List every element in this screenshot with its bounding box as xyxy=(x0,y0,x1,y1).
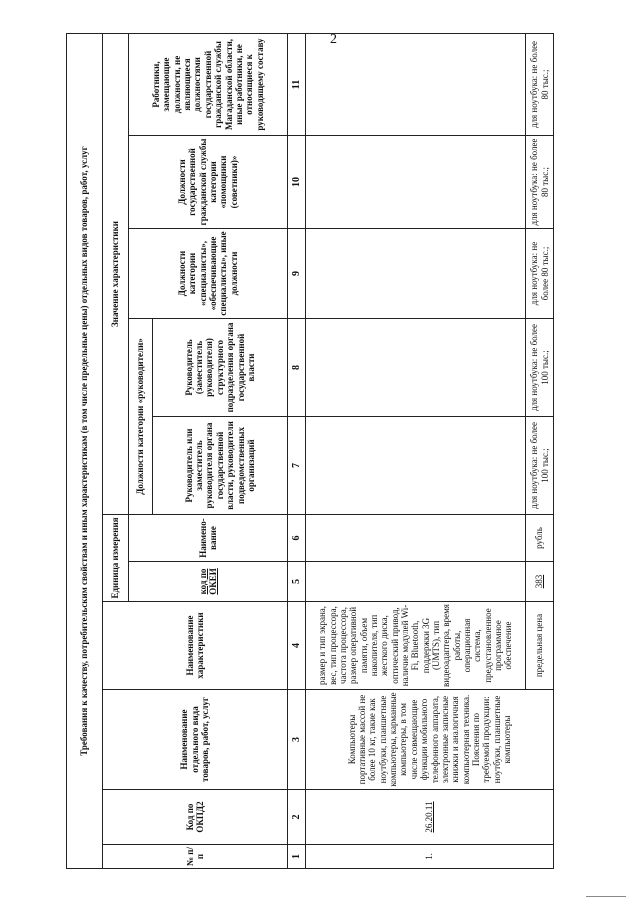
row-empty-5 xyxy=(306,562,526,602)
colnum-4: 4 xyxy=(288,602,306,690)
row-value-11: для ноутбука: не более 80 тыс.; xyxy=(526,33,554,135)
row-empty-8 xyxy=(306,319,526,417)
row-num: 1. xyxy=(306,845,554,869)
row-empty-10 xyxy=(306,136,526,229)
colnum-7: 7 xyxy=(288,417,306,515)
header-col10: Должности государственной гражданской службы категории «помощники (советники)» xyxy=(129,136,288,229)
row-okpd2: 26.20.11 xyxy=(306,790,554,845)
header-okpd2: Код по ОКПД2 xyxy=(103,790,288,845)
colnum-3: 3 xyxy=(288,690,306,790)
colnum-9: 9 xyxy=(288,229,306,319)
table-title: Требования к качеству, потребительским свойствам и иным характеристикам (в том числе предельные цены) отдельных видов товаров, работ, услуг xyxy=(67,33,103,868)
row-empty-6 xyxy=(306,515,526,562)
page-number: 2 xyxy=(330,32,337,47)
colnum-11: 11 xyxy=(288,33,306,135)
header-col9: Должности категории «специалисты», «обеспечивающие специалисты», иные должности xyxy=(129,229,288,319)
row-unit: рубль xyxy=(526,515,554,562)
row-okei: 383 xyxy=(526,562,554,602)
colnum-10: 10 xyxy=(288,136,306,229)
row-empty-11 xyxy=(306,33,526,135)
header-values-group: Значение характеристики xyxy=(103,33,129,514)
page-footer-line xyxy=(586,896,626,897)
colnum-8: 8 xyxy=(288,319,306,417)
header-col11: Работники, замещающие должности, не являющиеся должностями государственной гражданской службы Магаданской области, иные работники, не относящиеся к руководящему составу xyxy=(129,33,288,135)
row-char1: размер и тип экрана, вес, тип процессора, частота процессора, размер оперативной памяти, объем накопителя, тип жесткого диска, оптический привод, наличие модулей Wi-Fi, Bluetooth, поддержки 3G (UMTS), тип видеоадаптера, время работы, операционная система, предустановленное программное обеспечение xyxy=(306,602,526,690)
header-col8: Руководитель (заместитель руководителя) структурного подразделения органа государственной власти xyxy=(153,319,288,417)
colnum-2: 2 xyxy=(288,790,306,845)
requirements-table xyxy=(66,33,554,869)
header-name: Наименование отдельного вида товаров, работ, услуг xyxy=(103,690,288,790)
header-heads-group: Должности категории «руководители» xyxy=(129,319,153,515)
header-characteristic: Наименование характеристики xyxy=(103,602,288,690)
row-value-8: для ноутбука: не более 100 тыс.; xyxy=(526,319,554,417)
row-empty-9 xyxy=(306,229,526,319)
header-col7: Руководитель или заместитель руководителя органа государственной власти, руководители подведомственных организаций xyxy=(153,417,288,515)
header-num: № п/п xyxy=(103,845,288,869)
row-name: Компьютеры портативные массой не более 10 кг, такие как ноутбуки, планшетные компьютеры, карманные компьютеры, в том числе совмещающие функции мобильного телефонного аппарата, электронные записные книжки и аналогичная компьютерная техника. Пояснения по требуемой продукции: ноутбуки, планшетные компьютеры xyxy=(306,690,554,790)
colnum-5: 5 xyxy=(288,562,306,602)
rotated-table-wrapper xyxy=(66,34,571,869)
header-unit-group: Единица измерения xyxy=(103,515,129,602)
row-empty-7 xyxy=(306,417,526,515)
colnum-1: 1 xyxy=(288,845,306,869)
header-okei-code: код по ОКЕИ xyxy=(129,562,288,602)
row-value-10: для ноутбука: не более 80 тыс.; xyxy=(526,136,554,229)
header-unit-name: Наимено-вание xyxy=(129,515,288,562)
row-value-9: для ноутбука: не более 80 тыс.; xyxy=(526,229,554,319)
colnum-6: 6 xyxy=(288,515,306,562)
row-value-7: для ноутбука: не более 100 тыс.; xyxy=(526,417,554,515)
row-char2: предельная цена xyxy=(526,602,554,690)
